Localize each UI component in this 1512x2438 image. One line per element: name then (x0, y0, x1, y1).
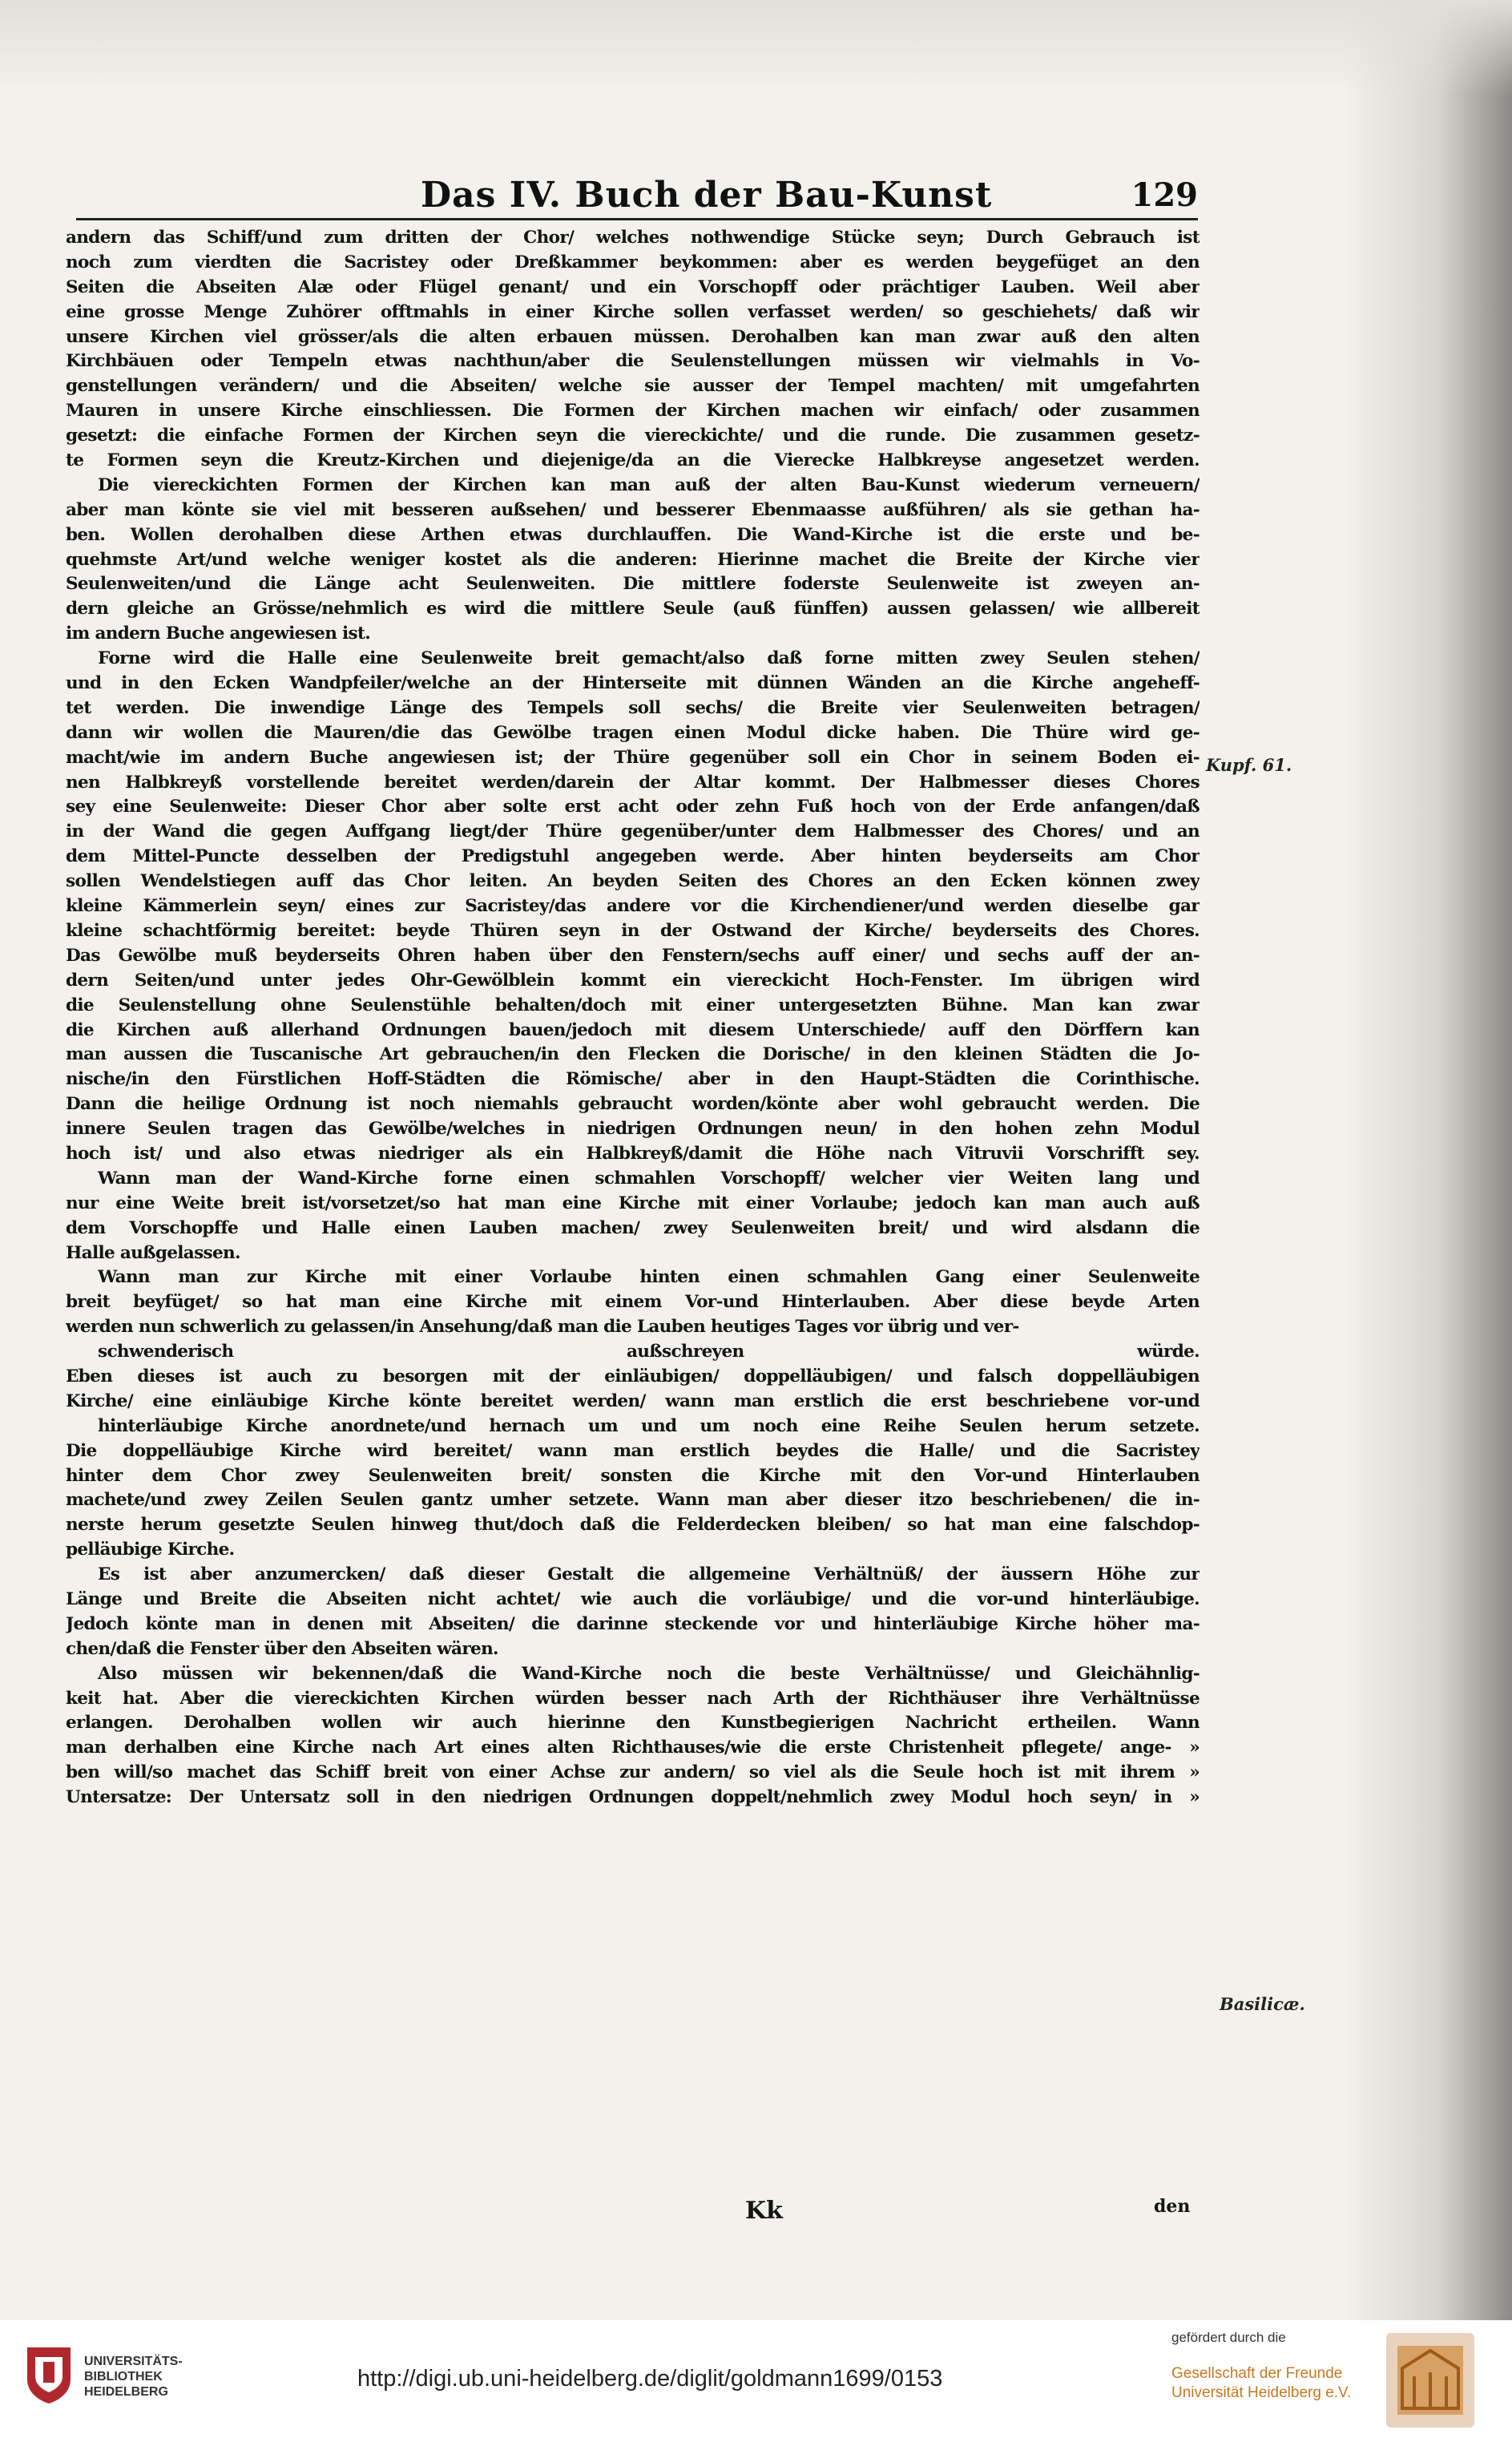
text-line: erlangen. Derohalben wollen wir auch hierinne den Kunstbegierigen Nachricht ertheilen. Wann (66, 1713, 1200, 1734)
text-line: dem Vorschopffe und Halle einen Lauben machen/ zwey Seulenweiten breit/ und wird alsdann die (66, 1217, 1200, 1238)
catchword: den (1154, 2196, 1191, 2217)
text-line: Kirche/ eine einläubige Kirche könte bereitet werden/ wann man erstlich die erst beschriebene vor-und (66, 1391, 1200, 1411)
text-line: die Kirchen auß allerhand Ordnungen bauen/jedoch mit diesem Unterschiede/ auff den Dörffern kan (66, 1019, 1200, 1040)
signature-mark: Kk (745, 2197, 783, 2225)
header-rule (76, 218, 1198, 220)
text-line: Untersatze: Der Untersatz soll in den niedrigen Ordnungen doppelt/nehmlich zwey Modul hoch seyn/ in » (66, 1787, 1200, 1808)
library-name-line2: BIBLIOTHEK (84, 2370, 163, 2384)
text-line: genstellungen verändern/ und die Abseiten/ welche sie ausser der Tempel machten/ mit umgefahrten (66, 376, 1200, 397)
text-line: Halle außgelassen. (66, 1242, 240, 1263)
text-line: nen Halbkreyß vorstellende bereitet werden/darein der Altar kommt. Der Halbmesser dieses Chores (66, 772, 1200, 793)
society-name-line1: Gesellschaft der Freunde (1171, 2365, 1343, 2382)
body-text (66, 226, 1200, 1810)
text-line: unsere Kirchen viel grösser/als die alten erbauen müssen. Derohalben kan man zwar auß den alten (66, 326, 1200, 347)
text-line: kleine Kämmerlein seyn/ eines zur Sacristey/das andere vor die Kirchendiener/und werden dieselbe gar (66, 896, 1200, 917)
margin-note-basilicae: Basilicæ. (1220, 1994, 1305, 2014)
footer-bar (0, 2320, 1512, 2438)
text-line: Dann die heilige Ordnung ist noch niemahls gebraucht worden/könte aber wohl gebraucht werden. Die (66, 1094, 1200, 1115)
text-line: noch zum vierdten die Sacristey oder Dreßkammer beykommen: aber es werden beygefüget an den (66, 252, 1200, 272)
text-line: aber man könte sie viel mit besseren außsehen/ und besserer Ebenmaasse außführen/ als sie gethan ha- (66, 499, 1200, 520)
text-line: dann wir wollen die Mauren/die das Gewölbe tragen einen Modul dicke haben. Die Thüre wird ge- (66, 722, 1200, 743)
library-name (84, 2354, 183, 2400)
text-line: nische/in den Fürstlichen Hoff-Städten die Römische/ aber in den Haupt-Städten die Corinthische. (66, 1069, 1200, 1090)
top-shade (0, 0, 1512, 96)
text-line: hoch ist/ und also etwas niedriger als ein Halbkreyß/damit die Höhe nach Vitruvii Vorschrifft sey. (66, 1143, 1200, 1164)
text-line: dern Seiten/und unter jedes Ohr-Gewölblein kommt ein viereckicht Hoch-Fenster. Im übrigen wird (66, 970, 1200, 991)
society-seal-icon (1378, 2328, 1482, 2436)
text-line: sey eine Seulenweite: Dieser Chor aber solte erst acht oder zehn Fuß hoch von der Erde anfangen/daß (66, 797, 1200, 817)
page-header (76, 175, 1198, 223)
text-line: Seulenweiten/und die Länge acht Seulenweiten. Die mittlere foderste Seulenweite ist zweyen an- (66, 574, 1200, 595)
text-line: schwenderisch außschreyen würde. (98, 1342, 1200, 1362)
library-shield-icon (24, 2344, 74, 2405)
text-line: quehmste Art/und welche weniger kostet als die anderen: Hierinne machet die Breite der Kirche vier (66, 549, 1200, 570)
text-line: Kirchbäuen oder Tempeln etwas nachthun/aber die Seulenstellungen müssen wir vielmahls in Vo- (66, 351, 1200, 372)
text-line: sollen Wendelstiegen auff das Chor leiten. An beyden Seiten des Chores an den Ecken können zwey (66, 871, 1200, 892)
text-line: hinter dem Chor zwey Seulenweiten breit/ sonsten die Kirche mit den Vor-und Hinterlauben (66, 1465, 1200, 1486)
text-line: nerste herum gesetzte Seulen hinweg thut/doch daß die Felderdecken bleiben/ so hat man eine falschdop- (66, 1515, 1200, 1536)
text-line: ben will/so machet das Schiff breit von einer Achse zur andern/ so viel als die Seule hoch ist mit ihrem » (66, 1762, 1200, 1783)
text-line: Seiten die Abseiten Alæ oder Flügel genant/ und ein Vorschopff oder prächtiger Lauben. Weil aber (66, 276, 1200, 297)
supported-by-label: gefördert durch die (1171, 2330, 1286, 2345)
text-line: Wann man der Wand-Kirche forne einen schmahlen Vorschopff/ welcher vier Weiten lang und (98, 1168, 1200, 1189)
text-line: hinterläubige Kirche anordnete/und hernach um und um noch eine Reihe Seulen herum setzete. (98, 1415, 1200, 1436)
margin-note-plate: Kupf. 61. (1206, 755, 1292, 775)
text-line: chen/daß die Fenster über den Abseiten wären. (66, 1638, 498, 1659)
text-line: und in den Ecken Wandpfeiler/welche an der Hinterseite mit dünnen Wänden an die Kirche angeheff- (66, 673, 1200, 694)
text-line: Forne wird die Halle eine Seulenweite breit gemacht/also daß forne mitten zwey Seulen stehen/ (98, 648, 1200, 669)
text-line: andern das Schiff/und zum dritten der Chor/ welches nothwendige Stücke seyn; Durch Gebrauch ist (66, 228, 1200, 248)
text-line: macht/wie im andern Buche angewiesen ist; der Thüre gegenüber soll ein Chor in seinem Boden ei- (66, 747, 1200, 768)
text-line: werden nun schwerlich zu gelassen/in Ansehung/daß man die Lauben heutiges Tages vor übrig und ver- (66, 1317, 1019, 1338)
text-line: Es ist aber anzumercken/ daß dieser Gestalt die allgemeine Verhältnüß/ der äussern Höhe zur (98, 1564, 1200, 1585)
page-number: 129 (1131, 176, 1198, 214)
text-line: nur eine Weite breit ist/vorsetzet/so hat man eine Kirche mit einer Vorlaube; jedoch kan man auch auß (66, 1193, 1200, 1213)
text-line: keit hat. Aber die viereckichten Kirchen würden besser nach Arth der Richthäuser ihre Verhältnüsse (66, 1688, 1200, 1709)
text-line: in der Wand die gegen Auffgang liegt/der Thüre gegenüber/unter dem Halbmesser des Chores/ und an (66, 821, 1200, 842)
text-line: Jedoch könte man in denen mit Abseiten/ die darinne steckende vor und hinterläubige Kirche höher ma- (66, 1613, 1200, 1634)
text-line: man aussen die Tuscanische Art gebrauchen/in den Flecken die Dorische/ in den kleinen Städten die Jo- (66, 1044, 1200, 1065)
text-line: dern gleiche an Grösse/nehmlich es wird die mittlere Seule (auß fünffen) aussen gelassen/ wie allbereit (66, 599, 1200, 620)
text-line: pelläubige Kirche. (66, 1540, 235, 1560)
text-line: tet werden. Die inwendige Länge des Tempels soll sechs/ die Breite vier Seulenweiten betragen/ (66, 697, 1200, 718)
text-line: Das Gewölbe muß beyderseits Ohren haben über den Fenstern/sechs auff einer/ und sechs auff der an- (66, 945, 1200, 966)
library-logo[interactable] (24, 2344, 74, 2408)
text-line: Mauren in unsere Kirche einschliessen. Die Formen der Kirchen machen wir einfach/ oder zusammen (66, 401, 1200, 422)
text-line: man derhalben eine Kirche nach Art eines alten Richthauses/wie die erste Christenheit pflegete/ ange- » (66, 1738, 1200, 1758)
text-line: im andern Buche angewiesen ist. (66, 624, 371, 644)
text-line: kleine schachtförmig bereitet: beyde Thüren seyn in der Ostwand der Kirche/ beyderseits des Chores. (66, 920, 1200, 941)
text-line: gesetzt: die einfache Formen der Kirchen seyn die viereckichte/ und die runde. Die zusammen gesetz- (66, 426, 1200, 446)
text-line: die Seulenstellung ohne Seulenstühle behalten/doch mit einer untergesetzten Bühne. Man kan zwar (66, 995, 1200, 1015)
text-line: innere Seulen tragen das Gewölbe/welches in niedrigen Ordnungen neun/ in den hohen zehn Modul (66, 1119, 1200, 1140)
text-line: machete/und zwey Zeilen Seulen gantz umher setzete. Wann man aber dieser itzo beschriebenen/ die in- (66, 1490, 1200, 1511)
permalink-url[interactable]: http://digi.ub.uni-heidelberg.de/diglit/goldmann1699/0153 (357, 2366, 943, 2392)
text-line: breit beyfüget/ so hat man eine Kirche mit einem Vor-und Hinterlauben. Aber diese beyde Arten (66, 1292, 1200, 1313)
text-line: Länge und Breite die Abseiten nicht achtet/ wie auch die vorläubige/ und die vor-und hinterläubige. (66, 1588, 1200, 1609)
text-line: Eben dieses ist auch zu besorgen mit der einläubigen/ doppelläubigen/ und falsch doppelläubigen (66, 1366, 1200, 1387)
library-name-line1: UNIVERSITÄTS- (84, 2355, 183, 2368)
society-name-line2: Universität Heidelberg e.V. (1171, 2384, 1352, 2401)
running-title: Das IV. Buch der Bau-Kunst (421, 175, 993, 216)
text-line: dem Mittel-Puncte desselben der Predigstuhl angegeben werde. Aber hinten beyderseits am Chor (66, 846, 1200, 867)
library-name-line3: HEIDELBERG (84, 2385, 168, 2399)
text-line: Wann man zur Kirche mit einer Vorlaube hinten einen schmahlen Gang einer Seulenweite (98, 1267, 1200, 1288)
text-line: Die doppelläubige Kirche wird bereitet/ wann man erstlich beydes die Halle/ und die Sacristey (66, 1440, 1200, 1461)
society-name[interactable] (1171, 2364, 1351, 2403)
text-line: ben. Wollen derohalben diese Arthen etwas durchlauffen. Die Wand-Kirche ist die erste und be- (66, 524, 1200, 545)
binding-shadow (1344, 0, 1512, 2320)
text-line: te Formen seyn die Kreutz-Kirchen und diejenige/da an die Vierecke Halbkreyse angesetzet werden. (66, 450, 1200, 471)
text-line: Die viereckichten Formen der Kirchen kan man auß der alten Bau-Kunst wiederum verneuern/ (98, 474, 1200, 495)
text-line: Also müssen wir bekennen/daß die Wand-Kirche noch die beste Verhältnüsse/ und Gleichähnlig- (98, 1663, 1200, 1684)
text-line: eine grosse Menge Zuhörer offtmahls in einer Kirche sollen verfasset werden/ so geschiehets/ daß wir (66, 301, 1200, 322)
